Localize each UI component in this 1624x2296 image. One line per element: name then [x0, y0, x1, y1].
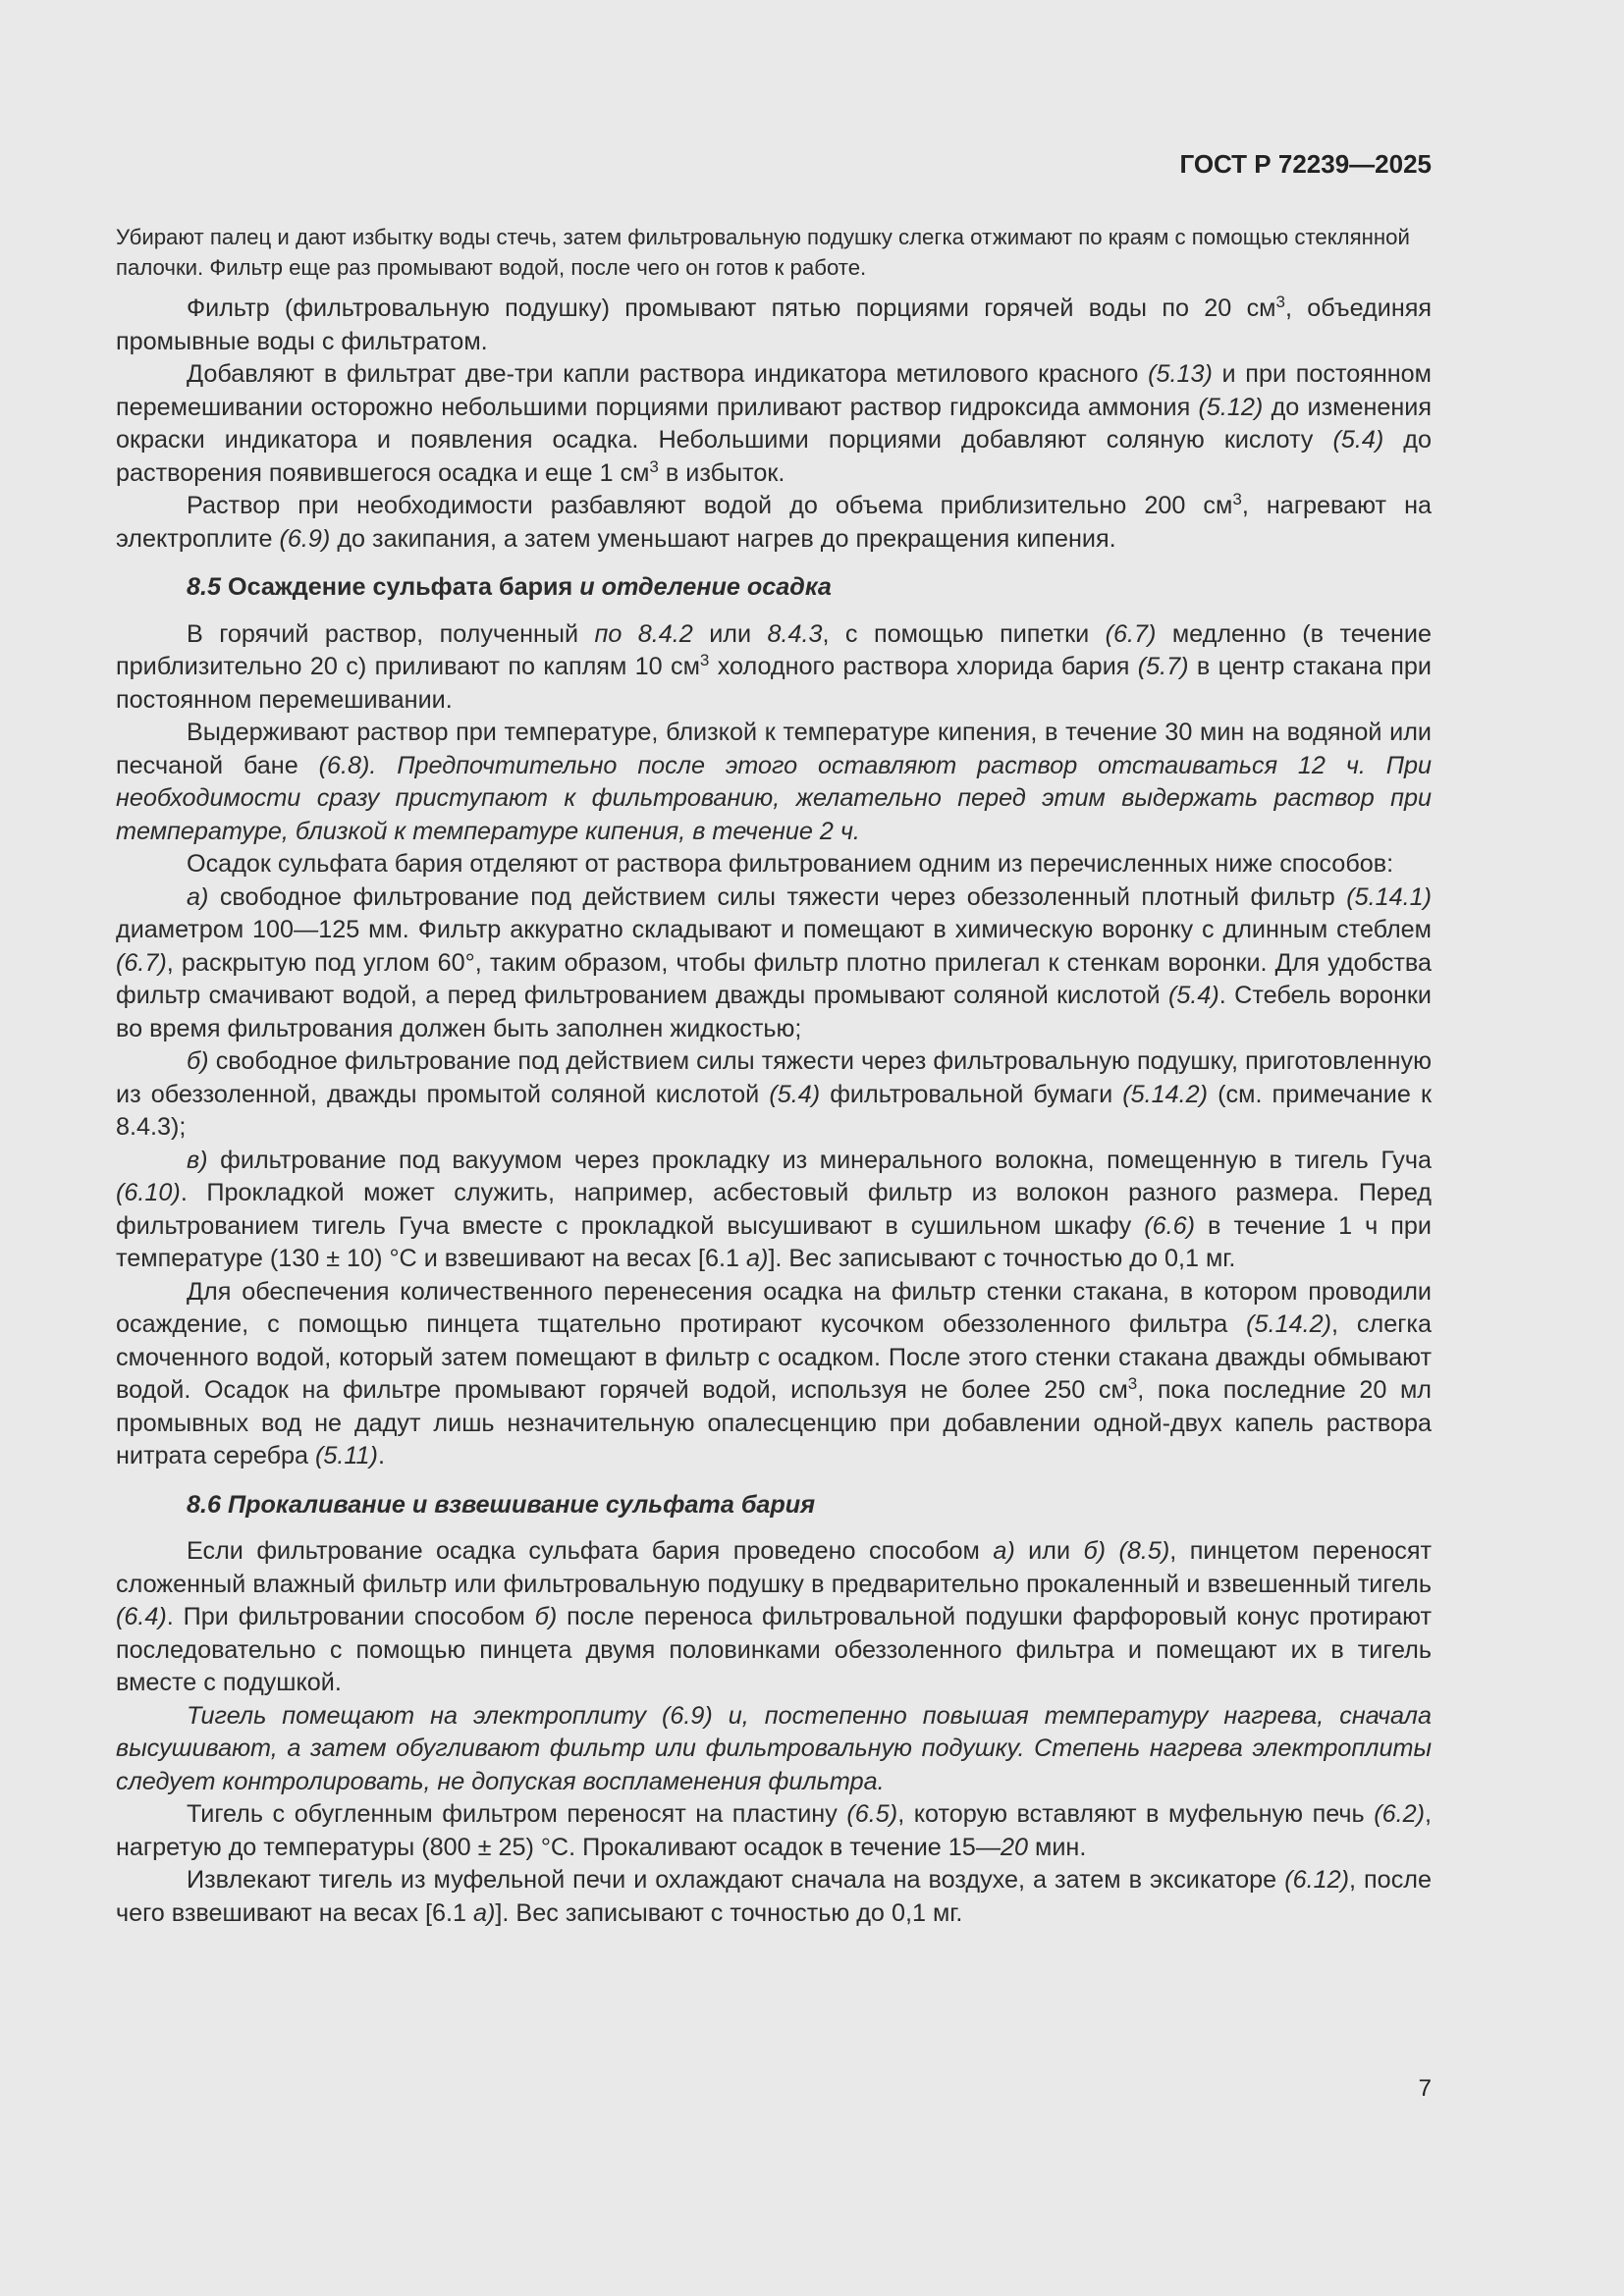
list-item-method-v: в) фильтрование под вакуумом через прокладку из минерального волокна, помещенную в тигель Гуча (6.10). Прокладкой может служить, например, асбестовый фильтр из волокон разного размера. Перед фильтрованием тигель Гуча вместе с прокладкой высушивают в сушильном шкафу (6.6) в течение 1 ч при температуре (130 ± 10) °С и взвешивают на весах [6.1 а)]. Вес записывают с точностью до 0,1 мг.: [116, 1146, 1433, 1272]
list-item-method-b: б) свободное фильтрование под действием силы тяжести через фильтровальную подушку, приготовленную из обеззоленной, дважды промытой соляной кислотой (5.4) фильтровальной бумаги (5.14.2) (см. примечание к 8.4.3);: [116, 1047, 1432, 1141]
section-heading-8-6: 8.6 Прокаливание и взвешивание сульфата бария: [187, 1490, 816, 1519]
paragraph-calcination: Тигель с обугленным фильтром переносят на пластину (6.5), которую вставляют в муфельную печь (6.2), нагретую до температуры (800 ± 25) °С. Прокаливают осадок в течение 15—20 мин.: [116, 1800, 1432, 1861]
list-item-method-a: а) свободное фильтрование под действием силы тяжести через обеззоленный плотный фильтр (5.14.1) диаметром 100—125 мм. Фильтр аккуратно складывают и помещают в химическую воронку с длинным стеблем (6.7), раскрытую под углом 60°, таким образом, чтобы фильтр плотно прилегал к стенкам воронки. Для удобства фильтр смачивают водой, а перед фильтрованием дважды промывают соляной кислотой (5.4). Стебель воронки во время фильтрования должен быть заполнен жидкостью;: [116, 882, 1432, 1042]
section-heading-8-5: 8.5 Осаждение сульфата бария и отделение осадка: [187, 573, 832, 601]
paragraph-crucible-transfer: Если фильтрование осадка сульфата бария проведено способом а) или б) (8.5), пинцетом переносят сложенный влажный фильтр или фильтровальную подушку в предварительно прокаленный и взвешенный тигель (6.4). При фильтровании способом б) после переноса фильтровальной подушки фарфоровый конус протирают последовательно с помощью пинцета двумя половинками обеззоленного фильтра и помещают их в тигель вместе с подушкой.: [116, 1537, 1433, 1696]
paragraph-holding: Выдерживают раствор при температуре, близкой к температуре кипения, в течение 30 мин на водяной или песчаной бане (6.8). Предпочтительно после этого оставляют раствор отстаиваться 12 ч. При необходимости сразу приступают к фильтрованию, желательно перед этим выдержать раствор при температуре, близкой к температуре кипения, в течение 2 ч.: [116, 719, 1432, 845]
document-number-header: ГОСТ Р 72239—2025: [1179, 149, 1432, 179]
paragraph-dilution: Раствор при необходимости разбавляют водой до объема приблизительно 200 $см^3$, нагревают на электроплите (6.9) до закипания, а затем уменьшают нагрев до прекращения кипения.: [116, 490, 1433, 553]
intro-paragraph: Убирают палец и дают избытку воды стечь, затем фильтровальную подушку слегка отжимают по краям с помощью стеклянной палочки. Фильтр еще раз промывают водой, после чего он готов к работе.: [116, 225, 1410, 280]
paragraph-separation-methods: Осадок сульфата бария отделяют от раствора фильтрованием одним из перечисленных ниже способов:: [187, 850, 1394, 878]
paragraph-precipitation: В горячий раствор, полученный по 8.4.2 или 8.4.3, с помощью пипетки (6.7) медленно (в течение приблизительно 20 с) приливают по каплям 10 $см^3$ холодного раствора хлорида бария (5.7) в центр стакана при постоянном перемешивании.: [116, 619, 1432, 714]
paragraph-quantitative-transfer: Для обеспечения количественного перенесения осадка на фильтр стенки стакана, в котором проводили осаждение, с помощью пинцета тщательно протирают кусочком обеззоленного фильтра (5.14.2), слегка смоченного водой, который затем помещают в фильтр с осадком. После этого стенки стакана дважды обмывают водой. Осадок на фильтре промывают горячей водой, используя не более 250 $см^3$, пока последние 20 мл промывных вод не дадут лишь незначительную опалесценцию при добавлении одной-двух капель раствора нитрата серебра (5.11).: [116, 1277, 1433, 1469]
page-number: 7: [1418, 2075, 1432, 2102]
document-body: [116, 222, 1432, 1930]
paragraph-weighing: Извлекают тигель из муфельной печи и охлаждают сначала на воздухе, а затем в эксикаторе (6.12), после чего взвешивают на весах [6.1 а)]. Вес записывают с точностью до 0,1 мг.: [116, 1866, 1432, 1927]
paragraph-charring: Тигель помещают на электроплиту (6.9) и, постепенно повышая температуру нагрева, сначала высушивают, а затем обугливают фильтр или фильтровальную подушку. Степень нагрева электроплиты следует контролировать, не допуская воспламенения фильтра.: [116, 1701, 1432, 1795]
paragraph-filter-wash: Фильтр (фильтровальную подушку) промывают пятью порциями горячей воды по 20 $см^3$, объединяя промывные воды с фильтратом.: [116, 293, 1433, 355]
paragraph-indicator: Добавляют в фильтрат две-три капли раствора индикатора метилового красного (5.13) и при постоянном перемешивании осторожно небольшими порциями приливают раствор гидроксида аммония (5.12) до изменения окраски индикатора и появления осадка. Небольшими порциями добавляют соляную кислоту (5.4) до растворения появившегося осадка и еще 1 $см^3$ в избыток.: [116, 360, 1433, 487]
